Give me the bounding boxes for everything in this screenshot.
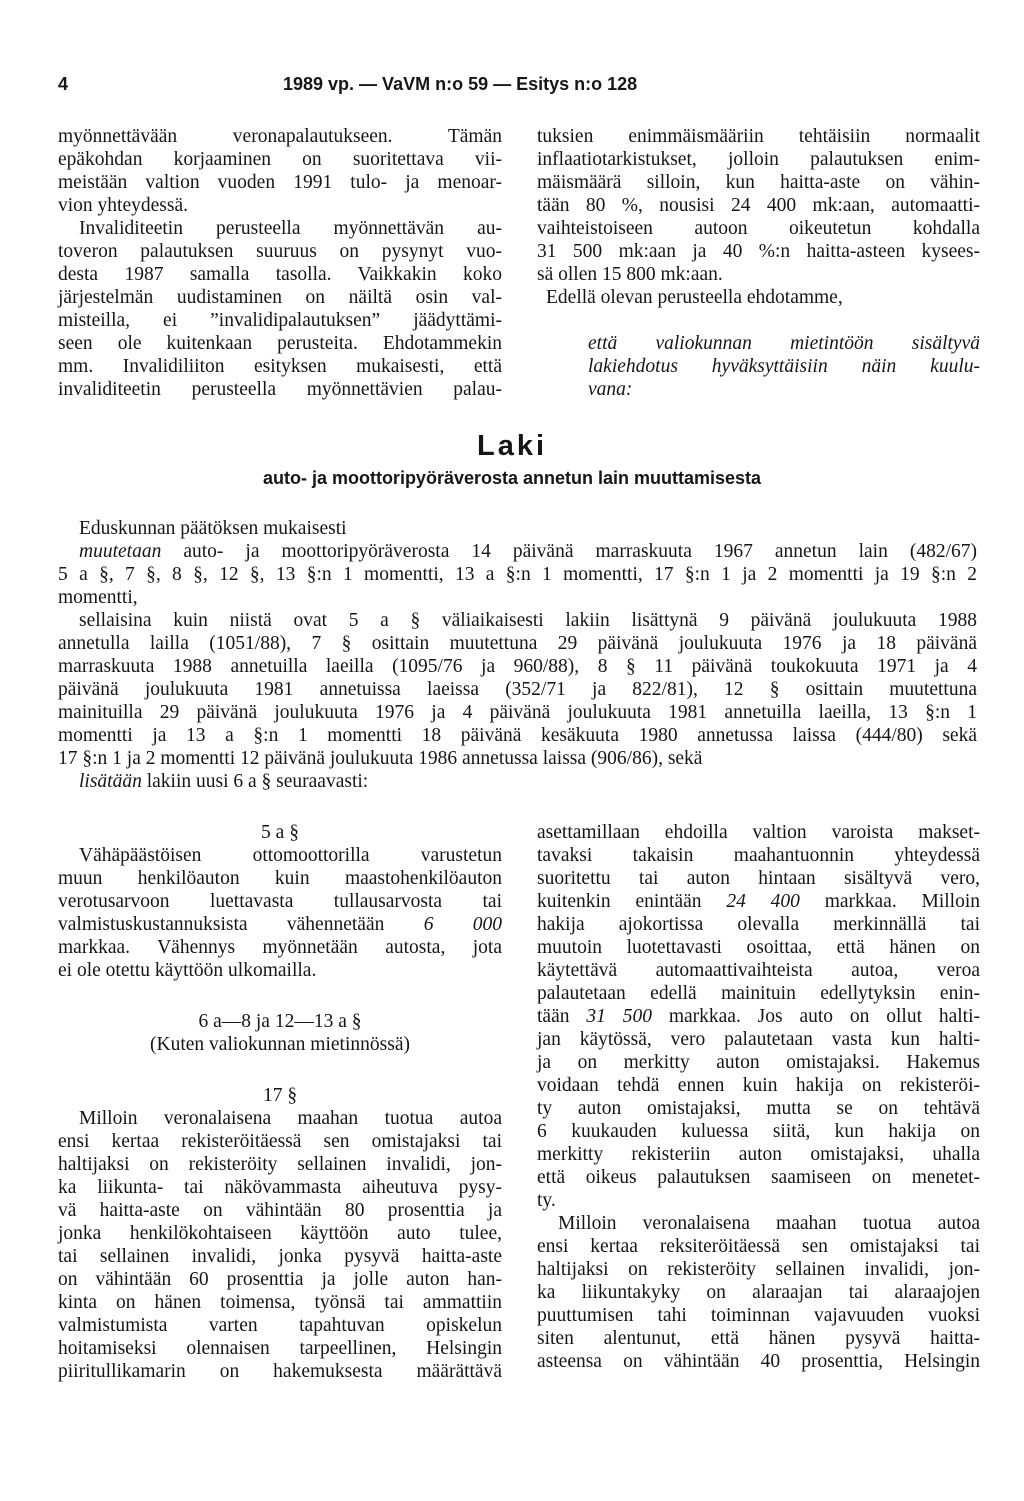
- text-line: tavaksi takaisin maahantuonnin yhteydessä: [537, 845, 980, 866]
- text-line: puuttumisen tahi toiminnan vajavuuden vuoksi: [537, 1305, 980, 1326]
- text-line: muun henkilöauton kuin maastohenkilöauton: [58, 868, 502, 889]
- text-line: annetulla lailla (1051/88), 7 § osittain muutettuna 29 päivänä joulukuuta 1976 ja 18 päivänä: [58, 633, 977, 654]
- text-line: lisätään lakiin uusi 6 a § seuraavasti:: [79, 771, 369, 792]
- text-line: marraskuuta 1988 annetuilla laeilla (1095/76 ja 960/88), 8 § 11 päivänä toukokuuta 1971 ja 4: [58, 656, 977, 677]
- text-line: vion yhteydessä.: [58, 195, 188, 216]
- text-line: jan käytössä, vero palautetaan vasta kun halti-: [537, 1029, 980, 1050]
- text-line: Vähäpäästöisen ottomoottorilla varustetun: [79, 845, 502, 866]
- text-line: ka liikunta- tai näkövammasta aiheutuva pysy-: [58, 1177, 502, 1198]
- text-line: kuitenkin enintään 24 400 markkaa. Milloin: [537, 891, 981, 912]
- text-line: siten alentunut, että hänen pysyvä haitta-: [537, 1328, 980, 1349]
- text-line: inflaatiotarkistukset, jolloin palautuksen enim-: [537, 149, 980, 170]
- text-line: ensi kertaa reksiteröitäessä sen omistajaksi tai: [537, 1236, 980, 1257]
- text-line: tuksien enimmäismääriin tehtäisiin normaalit: [537, 126, 980, 147]
- text-line: ei ole otettu käyttöön ulkomailla.: [58, 960, 317, 981]
- text-line: päivänä joulukuuta 1981 annetuissa laeissa (352/71 ja 822/81), 12 § osittain muutettuna: [58, 679, 977, 700]
- text-line: tai sellainen invalidi, jonka pysyvä haitta-aste: [58, 1246, 502, 1267]
- text-line: valmistuskustannuksista vähennetään 6 000: [58, 914, 503, 935]
- text-line: vä haitta-aste on vähintään 80 prosenttia ja: [58, 1200, 502, 1221]
- text-line: epäkohdan korjaaminen on suoritettava vii-: [58, 149, 502, 170]
- text-line: että oikeus palautuksen saamiseen on menetet-: [537, 1167, 980, 1188]
- add-verb: lisätään: [79, 771, 142, 792]
- text-line: käytettävä automaattivaihteista autoa, veroa: [537, 960, 980, 981]
- text-line: Milloin veronalaisena maahan tuotua autoa: [79, 1108, 502, 1129]
- text-line: momentti,: [58, 587, 138, 608]
- text-line: muutoin luotettavasti osoittaa, että hänen on: [537, 937, 980, 958]
- text-line: vana:: [588, 379, 633, 400]
- text-line: on vähintään 60 prosenttia ja jolle auton han-: [58, 1269, 502, 1290]
- section-note: (Kuten valiokunnan mietinnössä): [150, 1034, 410, 1055]
- text-line: 5 a §, 7 §, 8 §, 12 §, 13 §:n 1 momentti, 13 a §:n 1 momentti, 17 §:n 1 ja 2 momentti ja 19 §:n 2: [58, 564, 977, 585]
- text-line: Eduskunnan päätöksen mukaisesti: [79, 518, 347, 539]
- text-line: valmistumista varten tapahtuvan opiskelun: [58, 1315, 502, 1336]
- text-line: lakiehdotus hyväksyttäisiin näin kuulu-: [588, 356, 980, 377]
- text-line: mäismäärä silloin, kun haitta-aste on vähin-: [537, 172, 980, 193]
- text-line: ty.: [537, 1190, 556, 1211]
- text-line: Edellä olevan perusteella ehdotamme,: [546, 287, 843, 308]
- text-line: vaihteistoiseen autoon oikeutetun kohdalla: [537, 218, 980, 239]
- text-line: markkaa. Vähennys myönnetään autosta, jota: [58, 937, 502, 958]
- text-line: tään 80 %, nousisi 24 400 mk:aan, automaatti-: [537, 195, 980, 216]
- text-line: haltijaksi on rekisteröity sellainen invalidi, jon-: [58, 1154, 502, 1175]
- text-line: mainituilla 29 päivänä joulukuuta 1976 ja 4 päivänä joulukuuta 1981 annetuilla laeilla, 13 §:n 1: [58, 702, 977, 723]
- text-line: piiritullikamarin on hakemuksesta määrättävä: [58, 1361, 502, 1382]
- text-line: 6 kuukauden kuluessa siitä, kun hakija on: [537, 1121, 980, 1142]
- text-line: toveron palautuksen suuruus on pysynyt vuo-: [58, 241, 502, 262]
- text-line: Milloin veronalaisena maahan tuotua autoa: [558, 1213, 980, 1234]
- text-line: ja on merkitty auton omistajaksi. Hakemus: [537, 1052, 980, 1073]
- section-heading: 6 a—8 ja 12—13 a §: [198, 1011, 362, 1032]
- text-line: 31 500 mk:aan ja 40 %:n haitta-asteen kysees-: [537, 241, 980, 262]
- text-line: asettamillaan ehdoilla valtion varoista makset-: [537, 822, 980, 843]
- text-line: seen ole kuitenkaan perusteita. Ehdotammekin: [58, 333, 502, 354]
- text-line: voidaan tehdä ennen kuin hakija on rekisteröi-: [537, 1075, 980, 1096]
- text-line: invaliditeetin perusteella myönnettävien palau-: [58, 379, 502, 400]
- section-heading: 5 a §: [261, 822, 299, 843]
- text-line: sä ollen 15 800 mk:aan.: [537, 264, 723, 285]
- text-line: 17 §:n 1 ja 2 momentti 12 päivänä joulukuuta 1986 annetussa laissa (906/86), sekä: [58, 748, 703, 769]
- text-line: ka liikuntakyky on alaraajan tai alaraajojen: [537, 1282, 980, 1303]
- text-line: tään 31 500 markkaa. Jos auto on ollut halti-: [537, 1006, 980, 1027]
- section-heading: 17 §: [262, 1085, 298, 1106]
- text-line: hoitamiseksi olennaisen tarpeellinen, Helsingin: [58, 1338, 502, 1359]
- text-line: misteilla, ei ”invalidipalautuksen” jäädyttämi-: [58, 310, 502, 331]
- amend-verb: muutetaan: [79, 541, 162, 562]
- text-line: merkitty rekisteriin auton omistajaksi, uhalla: [537, 1144, 980, 1165]
- text-line: Invaliditeetin perusteella myönnettävän au-: [79, 218, 502, 239]
- text-line: momentti ja 13 a §:n 1 momentti 18 päivänä kesäkuuta 1980 annetussa laissa (444/80) sekä: [58, 725, 977, 746]
- text-line: että valiokunnan mietintöön sisältyvä: [588, 333, 980, 354]
- text-line: ty auton omistajaksi, mutta se on tehtävä: [537, 1098, 980, 1119]
- law-subtitle: auto- ja moottoripyöräverosta annetun lain muuttamisesta: [262, 468, 762, 488]
- text-line: verotusarvoon luettavasta tullausarvosta tai: [58, 891, 502, 912]
- text-line: meistään valtion vuoden 1991 tulo- ja menoar-: [58, 172, 502, 193]
- text-line: haltijaksi on rekisteröity sellainen invalidi, jon-: [537, 1259, 980, 1280]
- running-header: 1989 vp. — VaVM n:o 59 — Esitys n:o 128: [283, 74, 638, 94]
- text-line: jonka henkilökohtaiseen käyttöön auto tulee,: [58, 1223, 502, 1244]
- text-line: hakija ajokortissa olevalla merkinnällä tai: [537, 914, 980, 935]
- law-title: Laki: [476, 430, 548, 462]
- text-line: muutetaan auto- ja moottoripyöräverosta 14 päivänä marraskuuta 1967 annetun lain (482/67): [79, 541, 978, 562]
- text-line: mm. Invalidiliiton esityksen mukaisesti, että: [58, 356, 502, 377]
- text-line: ensi kertaa rekisteröitäessä sen omistajaksi tai: [58, 1131, 502, 1152]
- text-line: palautetaan edellä mainituin edellytyksin enin-: [537, 983, 980, 1004]
- page-number: 4: [58, 74, 69, 94]
- text-line: suoritettu tai auton hintaan sisältyvä vero,: [537, 868, 980, 889]
- text-line: desta 1987 samalla tasolla. Vaikkakin koko: [58, 264, 502, 285]
- text-line: järjestelmän uudistaminen on näiltä osin val-: [58, 287, 502, 308]
- text-line: sellaisina kuin niistä ovat 5 a § väliaikaisesti lakiin lisättynä 9 päivänä joulukuuta 1988: [79, 610, 977, 631]
- text-line: asteensa on vähintään 40 prosenttia, Helsingin: [537, 1351, 980, 1372]
- text-line: kinta on hänen toimensa, työnsä tai ammattiin: [58, 1292, 502, 1313]
- text-line: myönnettävään veronapalautukseen. Tämän: [58, 126, 502, 147]
